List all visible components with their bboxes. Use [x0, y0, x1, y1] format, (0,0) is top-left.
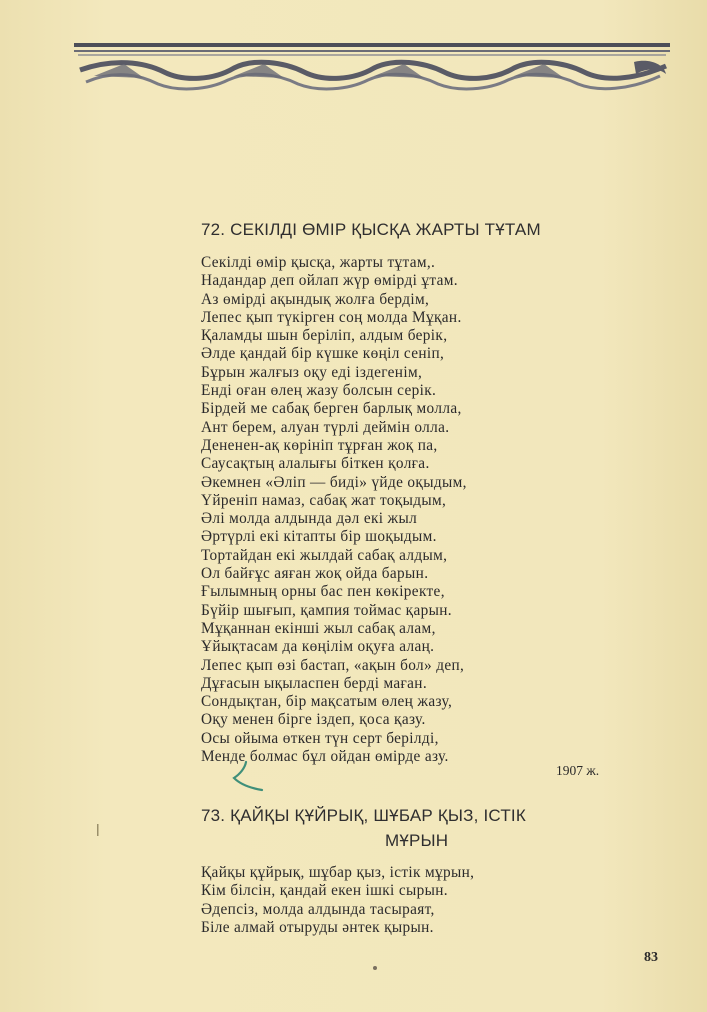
poem-line: Осы ойыма өткен түн серт берілді, [201, 729, 439, 747]
poem-73-title-line-1: 73. ҚАЙҚЫ ҚҰЙРЫҚ, ШҰБАР ҚЫЗ, ІСТІК [201, 806, 526, 825]
poem-line: Бүйір шығып, қампия тоймас қарын. [201, 601, 452, 619]
poem-line: Мұқаннан екінші жыл сабақ алам, [201, 619, 436, 637]
decorative-header-ornament [74, 40, 670, 98]
poem-line: Үйреніп намаз, сабақ жат тоқыдым, [201, 491, 447, 509]
poem-line: Лепес қып өзі бастап, «ақын бол» деп, [201, 656, 465, 674]
poem-line: Менде болмас бұл ойдан өмірде азу. [201, 748, 449, 766]
poem-line: Әлі молда алдында дәл екі жыл [201, 510, 418, 528]
poem-line: Бұрын жалғыз оқу еді іздегенім, [201, 363, 423, 381]
poem-line: Сондықтан, бір мақсатым өлең жазу, [201, 693, 453, 711]
poem-line: Әкемнен «Әліп — биді» үйде оқыдым, [201, 473, 467, 491]
margin-speck-icon [96, 824, 100, 836]
poem-line: Кім білсін, қандай екен ішкі сырын. [201, 882, 448, 900]
poem-line: Лепес қып түкірген соң молда Мұқан. [201, 308, 462, 326]
poem-line: Секілді өмір қысқа, жарты тұтам,. [201, 254, 436, 271]
poem-73-title-line-2: МҰРЫН [385, 831, 449, 850]
poem-line: Тортайдан екі жылдай сабақ алдым, [201, 546, 448, 564]
poem-line: Дұғасын ықыласпен берді маған. [201, 674, 428, 692]
paper-speck-icon [372, 965, 378, 971]
poem-line: Оқу менен бірге іздеп, қоса қазу. [201, 711, 426, 729]
poem-line: Ұйықтасам да көңілім оқуға алаң. [201, 638, 435, 656]
poem-line: Әлде қандай бір күшке көңіл сеніп, [201, 345, 445, 363]
poem-line: Ғылымның орны бас пен көкіректе, [201, 583, 445, 601]
poem-line: Енді оған өлең жазу болсын серік. [201, 382, 437, 400]
poem-line: Дененен-ақ көрініп тұрған жоқ па, [201, 436, 438, 454]
poem-72-date: 1907 ж. [556, 763, 600, 778]
poem-line: Әдепсіз, молда алдында тасыраят, [201, 900, 435, 918]
poem-line: Әртүрлі екі кітапты бір шоқыдым. [201, 528, 437, 546]
poem-line: Аз өмірді ақындық жолға бердім, [201, 290, 430, 308]
poem-line: Саусақтың алалығы біткен қолға. [201, 455, 430, 473]
poem-line: Қаламды шын беріліп, алдым берік, [201, 327, 448, 345]
poem-line: Ол байғұс аяған жоқ ойда барын. [201, 565, 429, 583]
poem-72-title: 72. СЕКІЛДІ ӨМІР ҚЫСҚА ЖАРТЫ ТҰТАМ [201, 220, 541, 239]
poem-line: Қайқы құйрық, шұбар қыз, істік мұрын, [201, 864, 475, 881]
poem-line: Біле алмай отыруды әнтек қырын. [201, 918, 434, 936]
poem-line: Бірдей ме сабақ берген барлық молла, [201, 400, 462, 418]
poem-line: Ант берем, алуан түрлі деймін олла. [201, 418, 450, 436]
poem-line: Надандар деп ойлап жүр өмірді ұтам. [201, 272, 458, 290]
pencil-mark-icon [228, 760, 268, 794]
page-number: 83 [644, 950, 658, 965]
poem-73-body [201, 864, 621, 937]
poem-72-body [201, 254, 621, 766]
